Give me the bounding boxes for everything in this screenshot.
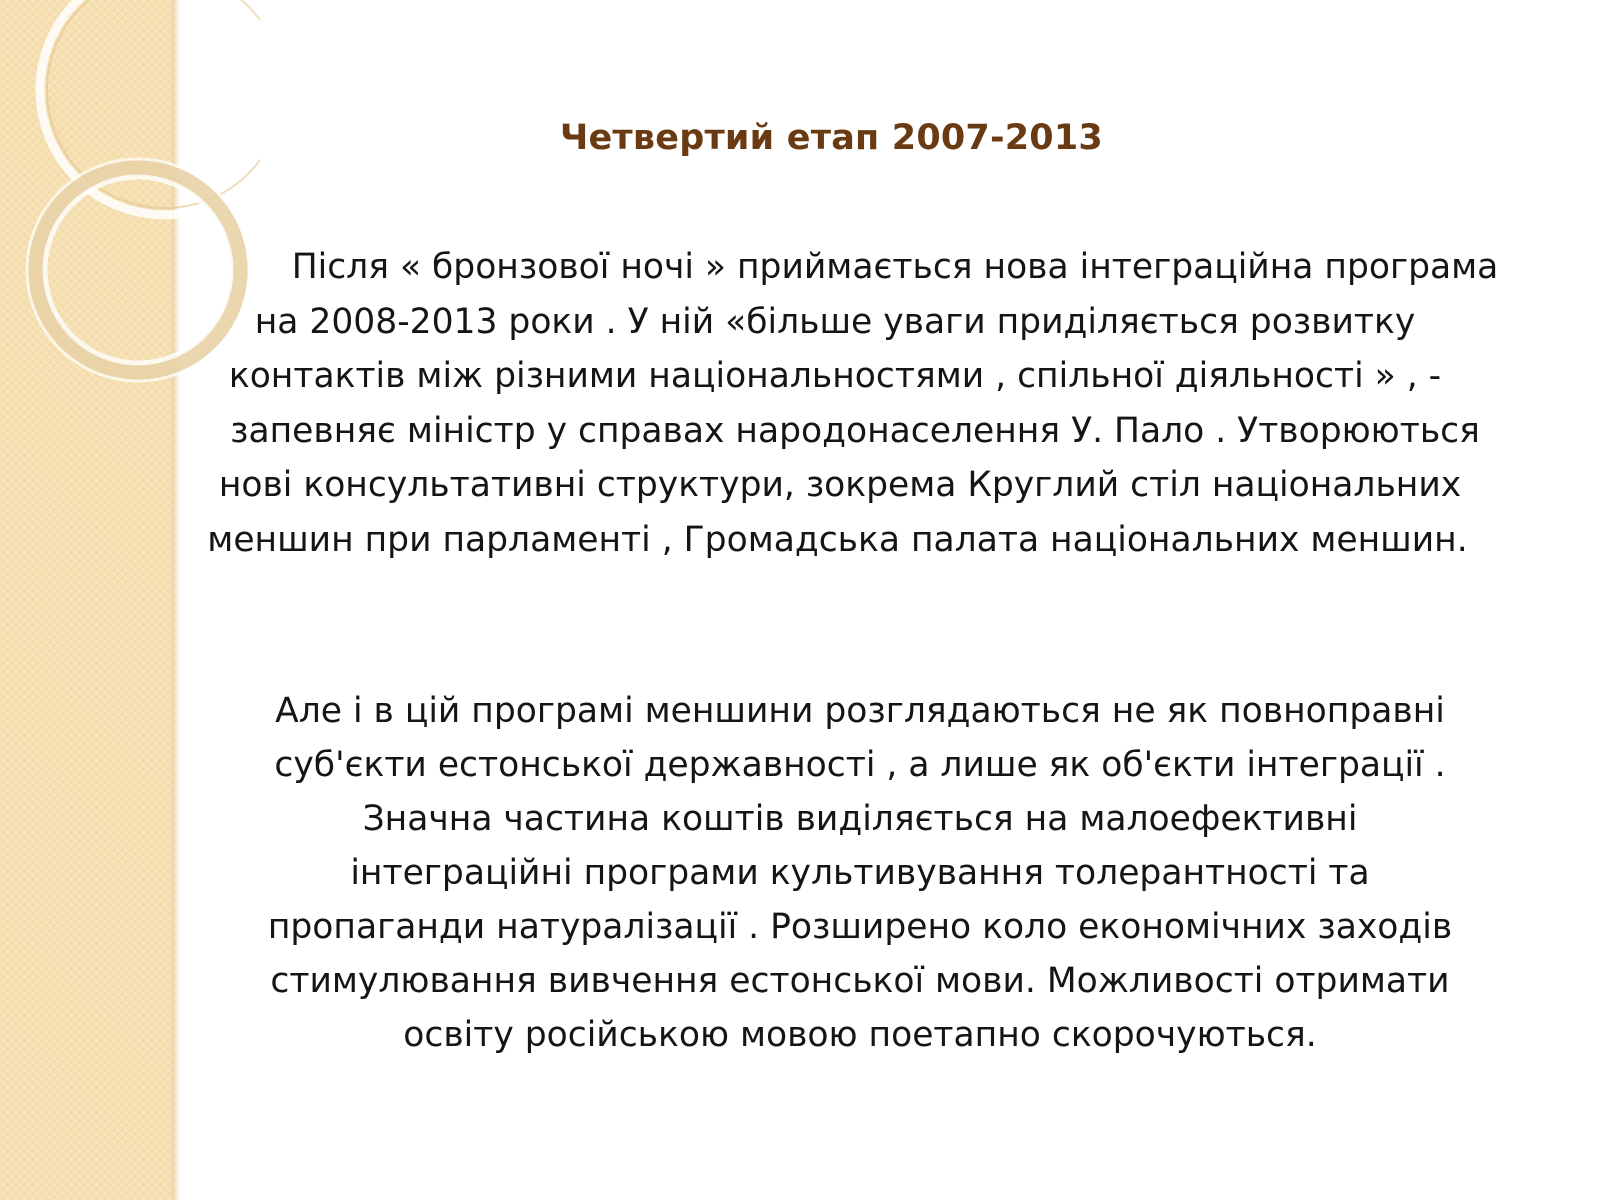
- paragraph-integration-program: [195, 240, 1515, 567]
- paragraph-line: суб'єкти естонської державності , а лише як об'єкти інтеграції .: [274, 745, 1446, 785]
- paragraph-line: стимулювання вивчення естонської мови. Можливості отримати: [270, 961, 1450, 1001]
- paragraph-line: інтеграційні програми культивування толерантності та: [350, 853, 1370, 893]
- paragraph-line: нові консультативні структури, зокрема Круглий стіл національних: [218, 465, 1462, 505]
- slide-title: Четвертий етап 2007-2013: [560, 118, 1103, 158]
- paragraph-line: Після « бронзової ночі » приймається нова інтеграційна програма: [291, 247, 1499, 287]
- paragraph-minorities-criticism: [240, 684, 1480, 1062]
- paragraph-line: на 2008-2013 роки . У ній «більше уваги приділяється розвитку: [254, 301, 1416, 342]
- paragraph-line: контактів між різними національностями , спільної діяльності » , -: [228, 356, 1442, 396]
- paragraph-line: освіту російською мовою поетапно скорочуються.: [403, 1015, 1317, 1055]
- paragraph-line: Але і в цій програмі меншини розглядаються не як повноправні: [275, 691, 1445, 731]
- paragraph-line: Значна частина коштів виділяється на малоефективні: [362, 799, 1358, 839]
- paragraph-line: пропаганди натуралізації . Розширено коло економічних заходів: [267, 907, 1453, 947]
- paragraph-line: меншин при парламенті , Громадська палата національних меншин.: [207, 519, 1468, 560]
- paragraph-line: запевняє міністр у справах народонаселення У. Пало . Утворюються: [230, 410, 1480, 451]
